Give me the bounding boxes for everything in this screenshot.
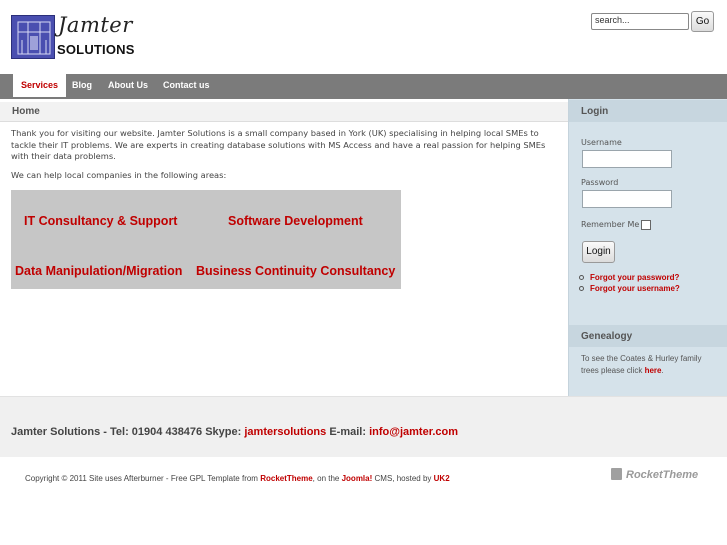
area-it-consultancy: IT Consultancy & Support xyxy=(24,214,178,228)
email-label: E-mail: xyxy=(329,426,367,438)
copyright-part-2: , on the xyxy=(312,474,340,483)
bullet-icon xyxy=(579,286,584,291)
copyright-part-1: Copyright © 2011 Site uses Afterburner - Free GPL Template from xyxy=(25,474,258,483)
login-title: Login xyxy=(581,106,609,117)
service-areas-box xyxy=(11,190,401,289)
joomla-link[interactable]: Joomla! xyxy=(341,474,373,483)
rockettheme-icon xyxy=(611,468,622,480)
uk2-link[interactable]: UK2 xyxy=(433,474,450,483)
footer-contact-bar xyxy=(0,396,727,457)
genealogy-text xyxy=(581,353,721,377)
nav-item-about-us[interactable]: About Us xyxy=(108,80,148,90)
site-logo[interactable] xyxy=(11,13,135,59)
login-module-header xyxy=(569,100,727,122)
logo-subtitle: SOLUTIONS xyxy=(57,42,135,57)
sidebar xyxy=(568,99,727,396)
nav-item-services[interactable]: Services xyxy=(13,74,66,97)
contact-prefix: Jamter Solutions - Tel: 01904 438476 Skype: xyxy=(11,426,242,438)
contact-line xyxy=(11,426,458,438)
forgot-username-link[interactable] xyxy=(579,284,680,293)
search-go-button[interactable]: Go xyxy=(691,11,714,32)
rockettheme-logo-text: RocketTheme xyxy=(626,469,699,481)
intro-text: Thank you for visiting our website. Jamter Solutions is a small company based in York (UK) specialising in helping local SMEs to tackle their IT problems. We are experts in creating database solutions with MS Access and have a real passion for helping SMEs with their data problems. xyxy=(11,128,546,161)
area-data-migration: Data Manipulation/Migration xyxy=(15,264,183,278)
skype-link[interactable]: jamtersolutions xyxy=(244,426,327,438)
logo-image xyxy=(11,15,55,59)
page-title: Home xyxy=(12,106,40,117)
genealogy-text-end: . xyxy=(661,366,664,375)
username-field[interactable] xyxy=(582,150,672,168)
remember-me-label: Remember Me xyxy=(581,220,640,229)
copyright-text xyxy=(25,474,450,483)
main-content xyxy=(0,99,568,396)
area-software-development: Software Development xyxy=(228,214,363,228)
nav-item-blog[interactable]: Blog xyxy=(72,80,92,90)
username-label: Username xyxy=(581,138,622,147)
forgot-username-text[interactable]: Forgot your username? xyxy=(590,284,680,293)
logo-name: Jamter xyxy=(58,13,133,37)
footer-bottom xyxy=(0,457,727,545)
genealogy-title: Genealogy xyxy=(581,331,633,342)
genealogy-here-link[interactable]: here xyxy=(644,366,662,375)
forgot-password-text[interactable]: Forgot your password? xyxy=(590,273,680,282)
login-button[interactable]: Login xyxy=(582,241,615,263)
password-field[interactable] xyxy=(582,190,672,208)
area-business-continuity: Business Continuity Consultancy xyxy=(196,264,396,278)
genealogy-text-body: To see the Coates & Hurley family trees please click xyxy=(581,354,702,375)
content-heading-bar xyxy=(0,102,568,122)
site-header xyxy=(0,0,727,74)
areas-intro-text: We can help local companies in the following areas: xyxy=(11,170,227,180)
email-link[interactable]: info@jamter.com xyxy=(369,426,459,438)
rockettheme-logo[interactable] xyxy=(611,468,698,482)
remember-me-checkbox[interactable] xyxy=(641,220,651,230)
password-label: Password xyxy=(581,178,619,187)
forgot-password-link[interactable] xyxy=(579,273,679,282)
search-input[interactable]: search... xyxy=(591,13,689,30)
main-nav xyxy=(0,74,727,99)
bullet-icon xyxy=(579,275,584,280)
rockettheme-link[interactable]: RocketTheme xyxy=(260,474,313,483)
copyright-part-3: CMS, hosted by xyxy=(374,474,432,483)
genealogy-module-header xyxy=(569,325,727,347)
nav-item-contact-us[interactable]: Contact us xyxy=(163,80,210,90)
